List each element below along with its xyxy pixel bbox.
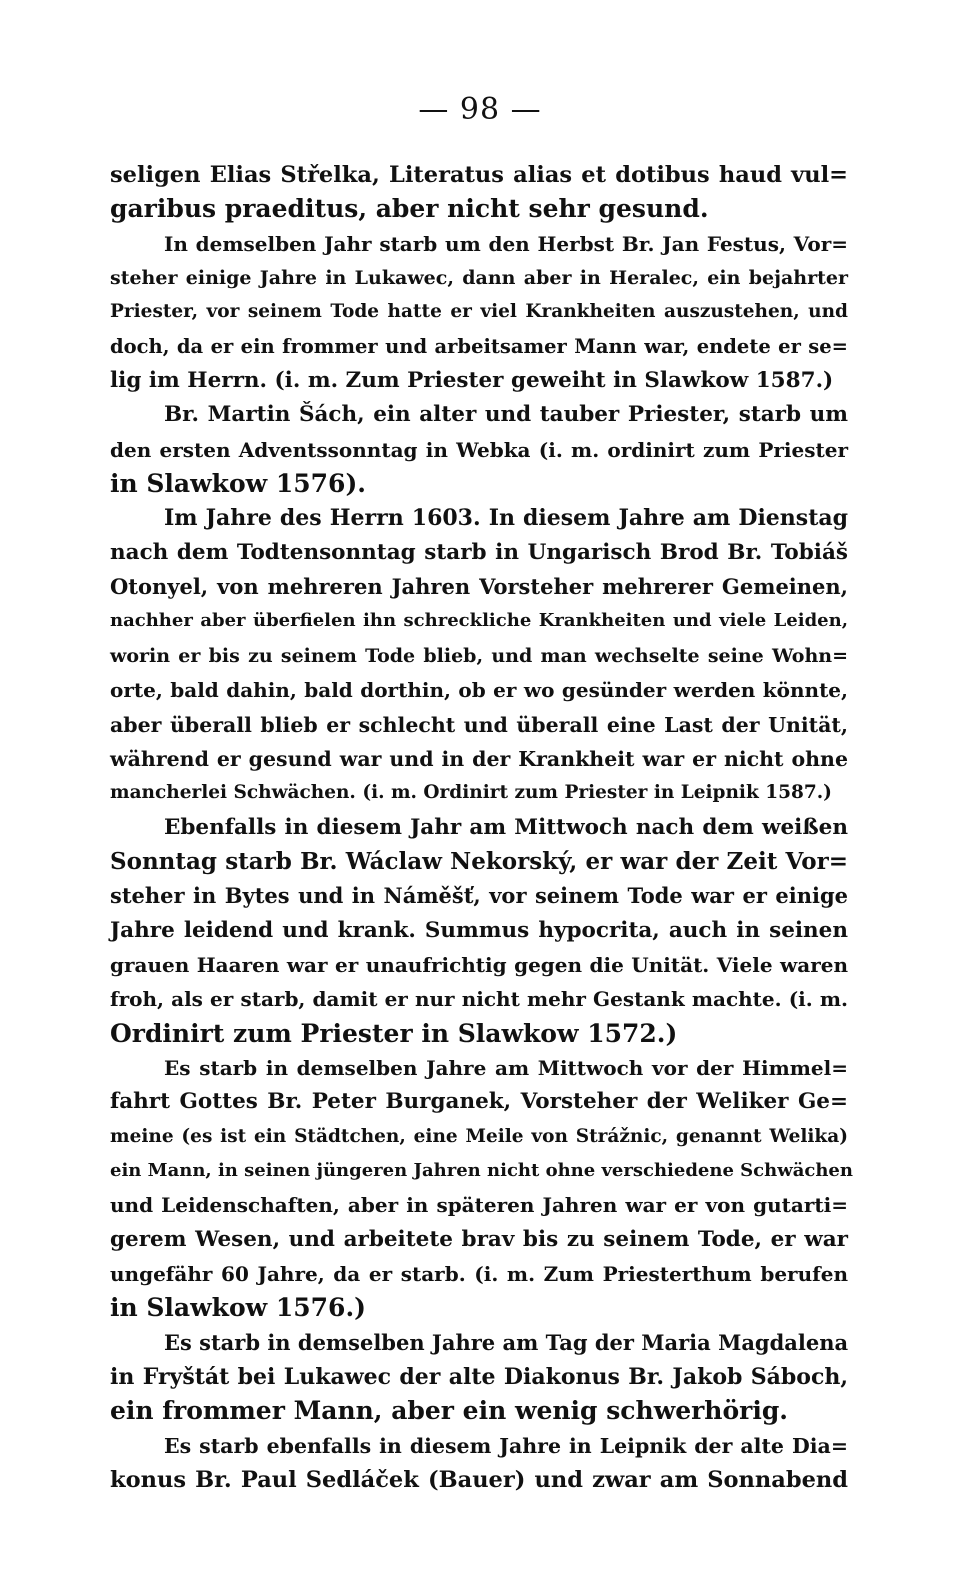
text-line: steher in Bytes und in Náměšť, vor seinem Tode war er einige — [110, 883, 848, 909]
text-line: nachher aber überfielen ihn schreckliche Krankheiten und viele Leiden, — [110, 610, 848, 632]
text-line: aber überall blieb er schlecht und überall eine Last der Unität, — [110, 712, 848, 737]
text-line: In demselben Jahr starb um den Herbst Br. Jan Festus, Vor= — [164, 231, 848, 256]
text-line: gerem Wesen, und arbeitete brav bis zu seinem Tode, er war — [110, 1226, 848, 1252]
text-line: während er gesund war und in der Krankheit war er nicht ohne — [110, 746, 848, 771]
text-line: worin er bis zu seinem Tode blieb, und man wechselte seine Wohn= — [110, 644, 848, 667]
text-line: doch, da er ein frommer und arbeitsamer Mann war, endete er se= — [110, 334, 848, 358]
text-line: Es starb in demselben Jahre am Mittwoch vor der Himmel= — [164, 1055, 848, 1080]
text-line: fahrt Gottes Br. Peter Burganek, Vorsteher der Weliker Ge= — [110, 1089, 848, 1115]
text-line: ungefähr 60 Jahre, da er starb. (i. m. Zum Priesterthum berufen — [110, 1262, 848, 1286]
text-line: mancherlei Schwächen. (i. m. Ordinirt zum Priester in Leipnik 1587.) — [110, 782, 832, 804]
text-line: grauen Haaren war er unaufrichtig gegen die Unität. Viele waren — [110, 952, 848, 977]
text-line: Ebenfalls in diesem Jahr am Mittwoch nach dem weißen — [164, 814, 848, 840]
text-line: ein Mann, in seinen jüngeren Jahren nicht ohne verschiedene Schwächen — [110, 1159, 853, 1181]
text-line: Ordinirt zum Priester in Slawkow 1572.) — [110, 1018, 678, 1048]
text-line: steher einige Jahre in Lukawec, dann aber in Heralec, ein bejahrter — [110, 267, 848, 290]
text-line: garibus praeditus, aber nicht sehr gesund. — [110, 194, 709, 224]
text-line: Im Jahre des Herrn 1603. In diesem Jahre am Dienstag — [164, 505, 848, 532]
text-line: Jahre leidend und krank. Summus hypocrita, auch in seinen — [110, 917, 848, 943]
text-line: froh, als er starb, damit er nur nicht mehr Gestank machte. (i. m. — [110, 987, 848, 1012]
text-line: Otonyel, von mehreren Jahren Vorsteher mehrerer Gemeinen, — [110, 574, 848, 600]
text-line: konus Br. Paul Sedláček (Bauer) und zwar am Sonnabend — [110, 1467, 848, 1494]
text-line: meine (es ist ein Städtchen, eine Meile von Strážnic, genannt Welika) — [110, 1125, 848, 1147]
text-line: den ersten Adventssonntag in Webka (i. m. ordinirt zum Priester — [110, 437, 848, 462]
page-number: — 98 — — [418, 92, 542, 127]
text-line: in Slawkow 1576). — [110, 469, 366, 499]
text-line: ein frommer Mann, aber ein wenig schwerhörig. — [110, 1396, 789, 1426]
text-line: lig im Herrn. (i. m. Zum Priester geweiht in Slawkow 1587.) — [110, 368, 834, 394]
text-line: in Slawkow 1576.) — [110, 1293, 366, 1323]
text-line: Sonntag starb Br. Wáclaw Nekorský, er war der Zeit Vor= — [110, 847, 848, 875]
text-line: Es starb ebenfalls in diesem Jahre in Leipnik der alte Dia= — [164, 1433, 848, 1458]
text-line: in Fryštát bei Lukawec der alte Diakonus Br. Jakob Sáboch, — [110, 1364, 848, 1391]
text-line: orte, bald dahin, bald dorthin, ob er wo gesünder werden könnte, — [110, 678, 848, 703]
body-text — [110, 158, 853, 1497]
text-line: Br. Martin Šách, ein alter und tauber Priester, starb um — [164, 402, 848, 428]
text-line: seligen Elias Střelka, Literatus alias et dotibus haud vul= — [110, 162, 848, 188]
text-line: nach dem Todtensonntag starb in Ungarisch Brod Br. Tobiáš — [110, 539, 848, 565]
text-line: und Leidenschaften, aber in späteren Jahren war er von gutarti= — [110, 1193, 848, 1218]
text-line: Es starb in demselben Jahre am Tag der Maria Magdalena — [164, 1329, 849, 1355]
text-line: Priester, vor seinem Tode hatte er viel Krankheiten auszustehen, und — [110, 301, 848, 323]
